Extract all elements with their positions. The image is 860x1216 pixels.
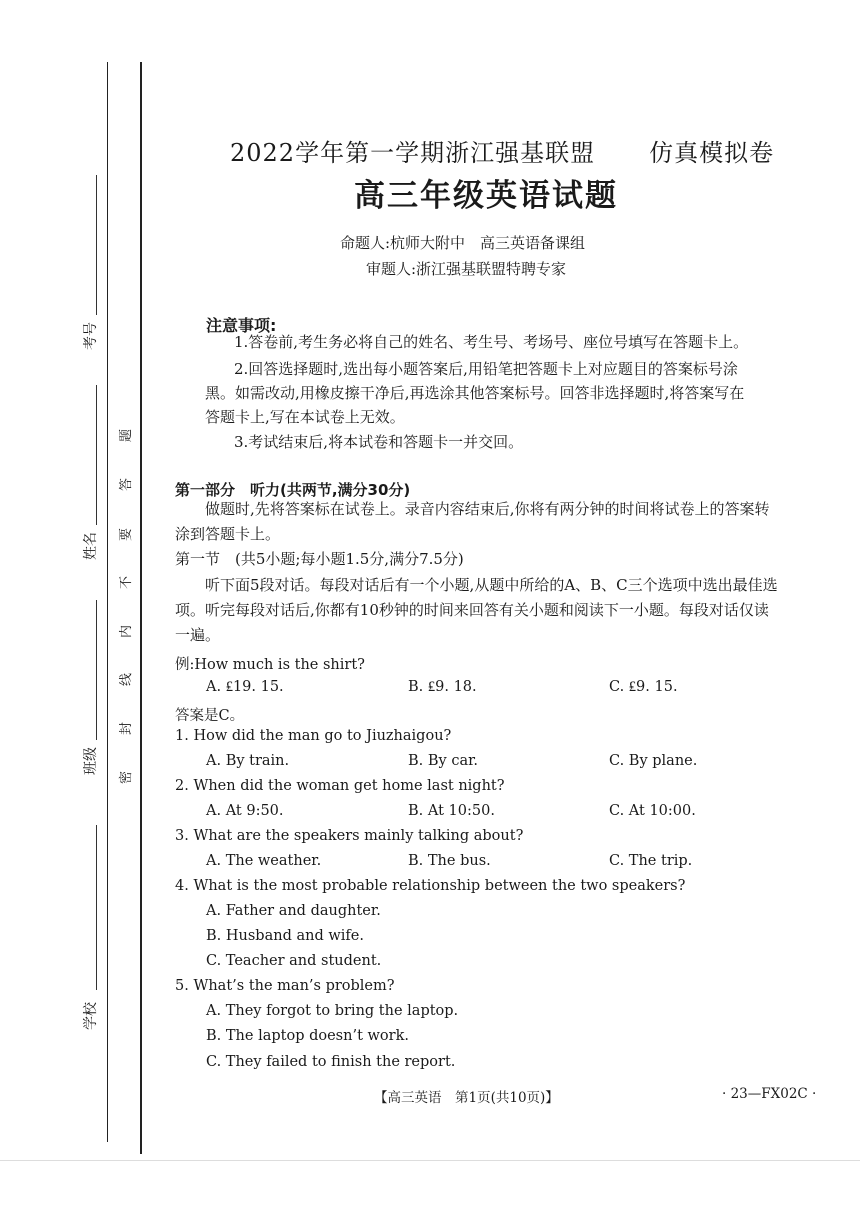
school-field-line (96, 825, 97, 990)
name-label: 姓名 (83, 532, 99, 560)
q3-option-a: A. The weather. (206, 853, 322, 869)
notice-item-2-end: 答题卡上,写在本试卷上无效。 (205, 408, 405, 426)
binding-line-outer (107, 62, 108, 1142)
q4-option-a: A. Father and daughter. (206, 903, 381, 919)
example-option-c: C. ₤9. 15. (609, 679, 678, 695)
name-field-line (96, 385, 97, 525)
notice-title: 注意事项: (206, 316, 277, 335)
part1-intro: 做题时,先将答案标在试卷上。录音内容结束后,你将有两分钟的时间将试卷上的答案转 (205, 500, 770, 518)
section1-instructions-end: 一遍。 (175, 626, 221, 644)
binding-line-inner (140, 62, 142, 1154)
exam-title-line1 (230, 133, 775, 168)
q2-option-a: A. At 9:50. (206, 803, 284, 819)
q3-option-b: B. The bus. (408, 853, 491, 869)
exam-title-type: 仿真模拟卷 (649, 139, 775, 167)
q1-option-c: C. By plane. (609, 753, 698, 769)
q5-option-b: B. The laptop doesn’t work. (206, 1028, 409, 1044)
class-label: 班级 (83, 747, 99, 775)
q1-option-b: B. By car. (408, 753, 479, 769)
seal-char: 答 (119, 477, 135, 492)
q4-option-c: C. Teacher and student. (206, 953, 382, 969)
question-1: 1. How did the man go to Jiuzhaigou? (175, 728, 452, 744)
example-option-a: A. ₤19. 15. (206, 679, 284, 695)
paper-code: · 23—FX02C · (722, 1086, 817, 1102)
seal-char: 密 (119, 770, 135, 785)
seal-char: 内 (119, 624, 135, 639)
example-answer: 答案是C。 (175, 708, 245, 724)
example-question: 例:How much is the shirt? (175, 657, 365, 673)
seal-char: 题 (119, 428, 135, 443)
q1-option-a: A. By train. (206, 753, 290, 769)
seal-char: 不 (119, 575, 135, 590)
exam-no-label: 考号 (83, 322, 99, 350)
school-label: 学校 (83, 1002, 99, 1030)
question-4: 4. What is the most probable relationship between the two speakers? (175, 878, 686, 894)
reviewer-line: 审题人:浙江强基联盟特聘专家 (366, 260, 567, 278)
example-option-b: B. ₤9. 18. (408, 679, 477, 695)
question-3: 3. What are the speakers mainly talking about? (175, 828, 524, 844)
q4-option-b: B. Husband and wife. (206, 928, 364, 944)
question-2: 2. When did the woman get home last night? (175, 778, 505, 794)
section1-title: 第一节 (共5小题;每小题1.5分,满分7.5分) (175, 550, 464, 568)
part1-intro-cont: 涂到答题卡上。 (175, 525, 281, 543)
exam-title-main: 2022学年第一学期浙江强基联盟 (230, 139, 596, 167)
notice-item-2-cont: 黑。如需改动,用橡皮擦干净后,再选涂其他答案标号。回答非选择题时,将答案写在 (205, 384, 745, 402)
part1-title: 第一部分 听力(共两节,满分30分) (175, 481, 411, 499)
q2-option-b: B. At 10:50. (408, 803, 495, 819)
seal-char: 线 (119, 672, 135, 687)
q5-option-a: A. They forgot to bring the laptop. (206, 1003, 459, 1019)
notice-item-1: 1.答卷前,考生务必将自己的姓名、考生号、考场号、座位号填写在答题卡上。 (234, 333, 749, 351)
q5-option-c: C. They failed to finish the report. (206, 1054, 456, 1070)
notice-item-2: 2.回答选择题时,选出每小题答案后,用铅笔把答题卡上对应题目的答案标号涂 (234, 360, 738, 378)
page-footer-info: 【高三英语 第1页(共10页)】 (374, 1090, 559, 1106)
exam-title-line2: 高三年级英语试题 (354, 178, 618, 214)
scan-edge (0, 1160, 860, 1161)
class-field-line (96, 600, 97, 740)
seal-char: 要 (119, 527, 135, 542)
seal-char: 封 (119, 721, 135, 736)
q2-option-c: C. At 10:00. (609, 803, 696, 819)
q3-option-c: C. The trip. (609, 853, 693, 869)
author-line: 命题人:杭师大附中 高三英语备课组 (340, 234, 586, 252)
notice-item-3: 3.考试结束后,将本试卷和答题卡一并交回。 (234, 433, 524, 451)
section1-instructions-cont: 项。听完每段对话后,你都有10秒钟的时间来回答有关小题和阅读下一小题。每段对话仅读 (175, 601, 769, 619)
question-5: 5. What’s the man’s problem? (175, 978, 395, 994)
section1-instructions: 听下面5段对话。每段对话后有一个小题,从题中所给的A、B、C三个选项中选出最佳选 (205, 576, 778, 594)
